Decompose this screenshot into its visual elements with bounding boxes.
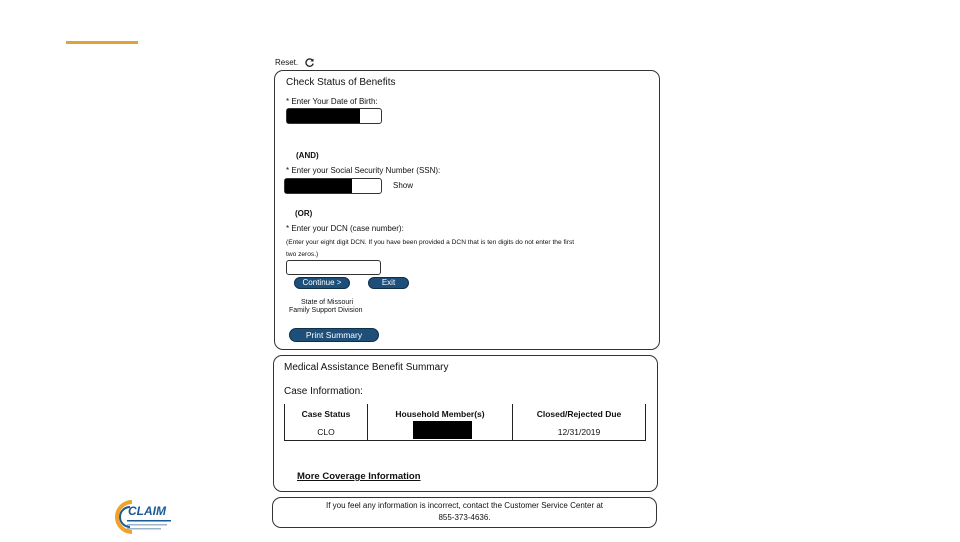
household-member-cell [368, 424, 513, 440]
dob-label: * Enter Your Date of Birth: [286, 97, 378, 106]
org-line2: Family Support Division [289, 307, 363, 314]
exit-button[interactable]: Exit [368, 277, 409, 289]
dcn-help-line2: two zeros.) [286, 251, 319, 258]
claim-logo [110, 497, 176, 537]
ssn-label: * Enter your Social Security Number (SSN): [286, 166, 441, 175]
closed-due-value: 12/31/2019 [513, 424, 646, 440]
dcn-help-line1: (Enter your eight digit DCN. If you have been provided a DCN that is ten digits do not enter the first [286, 239, 575, 246]
case-info-label: Case Information: [284, 386, 363, 397]
case-status-value: CLO [285, 424, 368, 440]
table-row [285, 424, 646, 440]
logo-text: CLAIM [128, 504, 166, 518]
redacted-dob [287, 109, 360, 123]
case-table [284, 404, 646, 441]
contact-line2: 855-373-4636. [438, 513, 491, 522]
dcn-input[interactable] [286, 260, 381, 275]
accent-bar [66, 41, 138, 44]
dcn-label: * Enter your DCN (case number): [286, 224, 404, 233]
check-status-panel [274, 70, 660, 350]
col-closed-rejected-due: Closed/Rejected Due [513, 404, 646, 424]
continue-button[interactable]: Continue > [294, 277, 350, 289]
redacted-ssn [285, 179, 352, 193]
org-line1: State of Missouri [301, 299, 354, 306]
reset-label: Reset. [275, 58, 299, 67]
more-coverage-link[interactable]: More Coverage Information [297, 471, 421, 482]
summary-title: Medical Assistance Benefit Summary [284, 362, 449, 373]
and-label: (AND) [296, 151, 319, 160]
redacted-member [413, 421, 472, 439]
show-ssn-link[interactable]: Show [393, 181, 414, 190]
contact-line1: If you feel any information is incorrect, contact the Customer Service Center at [325, 501, 603, 510]
check-status-title: Check Status of Benefits [286, 77, 396, 88]
col-case-status: Case Status [285, 404, 368, 424]
col-household-members: Household Member(s) [368, 404, 513, 424]
contact-panel [272, 497, 657, 528]
print-summary-button[interactable]: Print Summary [289, 328, 379, 342]
or-label: (OR) [295, 209, 313, 218]
